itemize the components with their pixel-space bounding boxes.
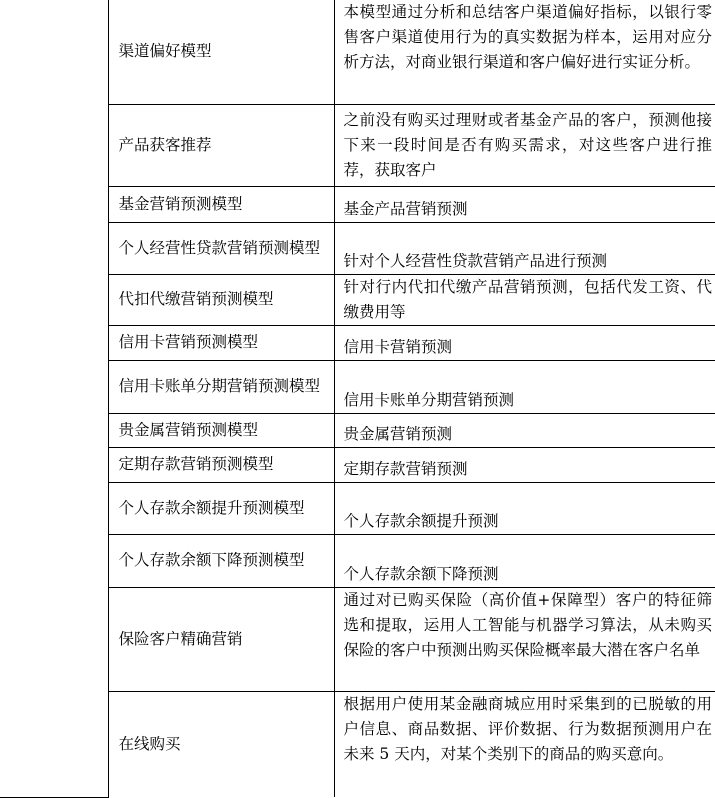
model-name: 渠道偏好模型 [108, 0, 334, 104]
table-row [0, 222, 715, 274]
model-description: 个人存款余额提升预测 [334, 482, 715, 534]
model-description: 之前没有购买过理财或者基金产品的客户，预测他接下来一段时间是否有购买需求，对这些客户进行推荐，获取客户 [334, 104, 715, 186]
model-name: 保险客户精确营销 [108, 587, 334, 691]
model-description: 根据用户使用某金融商城应用时采集到的已脱敏的用户信息、商品数据、评价数据、行为数据预测用户在未来 5 天内，对某个类别下的商品的购买意向。 [334, 691, 715, 797]
table-row [0, 274, 715, 325]
model-name: 个人存款余额提升预测模型 [108, 482, 334, 534]
model-description: 个人存款余额下降预测 [334, 534, 715, 587]
model-description: 针对个人经营性贷款营销产品进行预测 [334, 222, 715, 274]
model-description: 信用卡营销预测 [334, 325, 715, 360]
table-row [0, 413, 715, 447]
model-name: 产品获客推荐 [108, 104, 334, 186]
table-row [0, 0, 715, 104]
table-row [0, 482, 715, 534]
model-name: 代扣代缴营销预测模型 [108, 274, 334, 325]
model-name: 个人存款余额下降预测模型 [108, 534, 334, 587]
model-description: 定期存款营销预测 [334, 447, 715, 482]
table-row [0, 104, 715, 186]
table-row [0, 534, 715, 587]
model-description: 基金产品营销预测 [334, 186, 715, 222]
table-row [0, 447, 715, 482]
model-description: 针对行内代扣代缴产品营销预测，包括代发工资、代缴费用等 [334, 274, 715, 325]
table-row [0, 186, 715, 222]
table-row [0, 691, 715, 797]
table-row [0, 325, 715, 360]
model-name: 信用卡账单分期营销预测模型 [108, 360, 334, 413]
model-name: 基金营销预测模型 [108, 186, 334, 222]
table-row [0, 587, 715, 691]
model-description: 通过对已购买保险（高价值+保障型）客户的特征筛选和提取，运用人工智能与机器学习算法，从未购买保险的客户中预测出购买保险概率最大潜在客户名单 [334, 587, 715, 691]
model-name: 个人经营性贷款营销预测模型 [108, 222, 334, 274]
model-description: 贵金属营销预测 [334, 413, 715, 447]
model-description: 信用卡账单分期营销预测 [334, 360, 715, 413]
model-name: 贵金属营销预测模型 [108, 413, 334, 447]
model-name: 定期存款营销预测模型 [108, 447, 334, 482]
model-name: 在线购买 [108, 691, 334, 797]
table-row [0, 360, 715, 413]
model-description: 本模型通过分析和总结客户渠道偏好指标，以银行零售客户渠道使用行为的真实数据为样本，运用对应分析方法，对商业银行渠道和客户偏好进行实证分析。 [334, 0, 715, 104]
model-name: 信用卡营销预测模型 [108, 325, 334, 360]
index-cell [0, 0, 108, 797]
